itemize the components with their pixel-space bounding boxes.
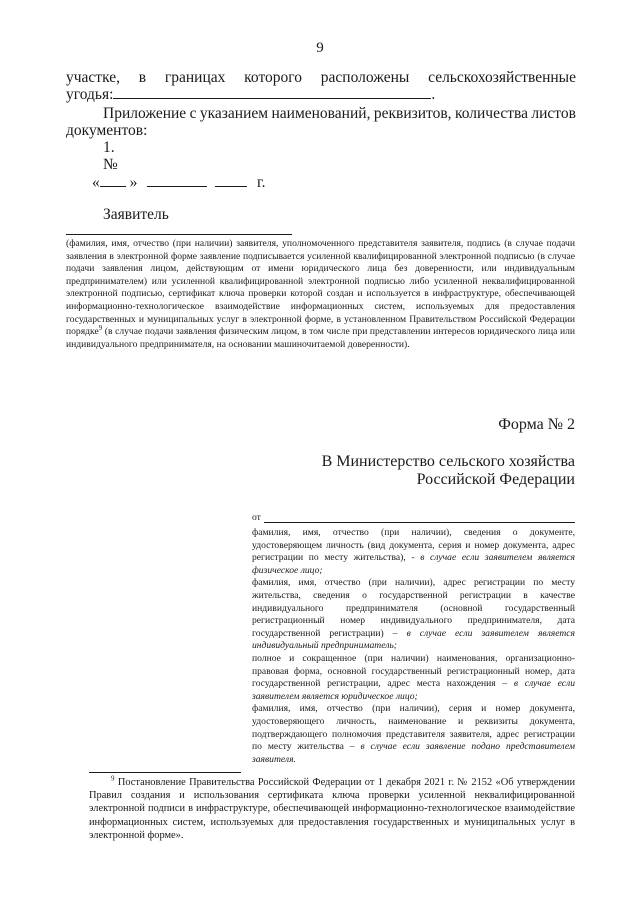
from-paragraph: фамилия, имя, отчество (при наличии), адрес регистрации по месту жительства, сведения о государственной регистрации в качестве индивидуального предпринимателя (основной государственный регистрационный номер индивидуального предпринимателя, дата государственной регистрации) – в случае если заявителем является индивидуальный предприниматель; (252, 577, 575, 652)
land-fill-line (113, 86, 431, 99)
attachment-word: реквизитов, (373, 105, 452, 122)
applicant-caption-end: (в случае подачи заявления физическим лицом, в том числе при представлении интересов юридического лица или индивидуального предпринимателя, на основании машиночитаемой доверенности). (66, 326, 575, 350)
from-label: от (252, 512, 261, 523)
footnote-ref: 9 (98, 323, 103, 332)
attachment-item-1: 1. (103, 139, 115, 156)
attachment-line (103, 105, 576, 122)
applicant-label: Заявитель (103, 206, 169, 223)
land-word: границах (164, 69, 226, 86)
attachment-word: указанием (199, 105, 269, 122)
applicant-signature-line (66, 234, 292, 235)
footnote-marker: 9 (111, 774, 115, 783)
land-word: участке, (66, 69, 120, 86)
from-paragraph: фамилия, имя, отчество (при наличии), сведения о документе, удостоверяющем личность (вид документа, серия и номер документа, адрес регистрации по месту жительства), - в случае если заявителем является физическое лицо; (252, 527, 575, 576)
attachment-word: наименований, (271, 105, 371, 122)
from-paragraph: фамилия, имя, отчество (при наличии), серия и номер документа, удостоверяющего личность, наименование и реквизиты документа, подтверждающего полномочия представителя заявителя, адрес регистрации по месту жительства – в случае если заявление подано представителем заявителя. (252, 703, 575, 765)
attachment-word: с (189, 105, 197, 122)
land-label: угодья: (66, 86, 114, 103)
land-word: в (138, 69, 147, 86)
attachment-line-2: документов: (66, 122, 148, 139)
footnote (89, 776, 575, 842)
applicant-caption (66, 238, 575, 351)
addressee (275, 453, 575, 489)
date-day-line (100, 174, 126, 187)
land-word: сельскохозяйственные (428, 69, 576, 86)
open-quote: « (92, 174, 100, 191)
close-quote: » (129, 174, 138, 191)
land-dot: . (431, 86, 436, 103)
attachment-word: количества (454, 105, 528, 122)
land-line-2 (66, 86, 435, 103)
applicant-caption-text: (фамилия, имя, отчество (при наличии) заявителя, уполномоченного представителя заявителя, подпись (в случае подачи заявления в электронной форме заявление подписывается усиленной квалифицированной электронной подписью (в случае подачи заявления лицом, действующим от имени юридического лица без доверенности, или индивидуальным предпринимателем) или усиленной квалифицированной электронной подписью либо усиленной неквалифицированной электронной подписью, сертификат ключа проверки которой создан и используется в инфраструктуре, обеспечивающей информационно-технологическое взаимодействие информационных систем, используемых для предоставления государственных и муниципальных услуг в электронной форме, в установленном Правительством Российской Федерации порядке (66, 238, 575, 338)
attachment-word: Приложение (103, 105, 187, 122)
from-paragraph: полное и сокращенное (при наличии) наименования, организационно-правовая форма, основной государственный регистрационный номер, дата государственной регистрации, адрес места нахождения – в случае если заявителем является юридическое лицо; (252, 652, 575, 702)
from-line (264, 522, 575, 523)
footnote-separator (89, 772, 241, 773)
footnote-text: Постановление Правительства Российской Федерации от 1 декабря 2021 г. № 2152 «Об утверждении Правил создания и использования сертификата ключа проверки усиленной неквалифицированной электронной подписи в инфраструктуре, обеспечивающей информационно-технологическое взаимодействие информационных систем, используемых для предоставления государственных и муниципальных услуг в электронной форме». (89, 777, 575, 841)
addressee-line-1: В Министерство сельского хозяйства (321, 453, 575, 470)
land-word: которого (244, 69, 303, 86)
page-number: 9 (316, 40, 324, 56)
from-details (252, 527, 575, 766)
addressee-line-2: Российской Федерации (416, 471, 575, 488)
date-month-line (147, 174, 207, 187)
date-year-line (215, 174, 247, 187)
form-title: Форма № 2 (498, 416, 575, 433)
land-word: расположены (320, 69, 410, 86)
attachment-word: листов (531, 105, 576, 122)
date-line (92, 174, 265, 191)
land-line (66, 69, 576, 86)
year-suffix: г. (257, 174, 266, 191)
attachment-number-sign: № (103, 156, 118, 173)
